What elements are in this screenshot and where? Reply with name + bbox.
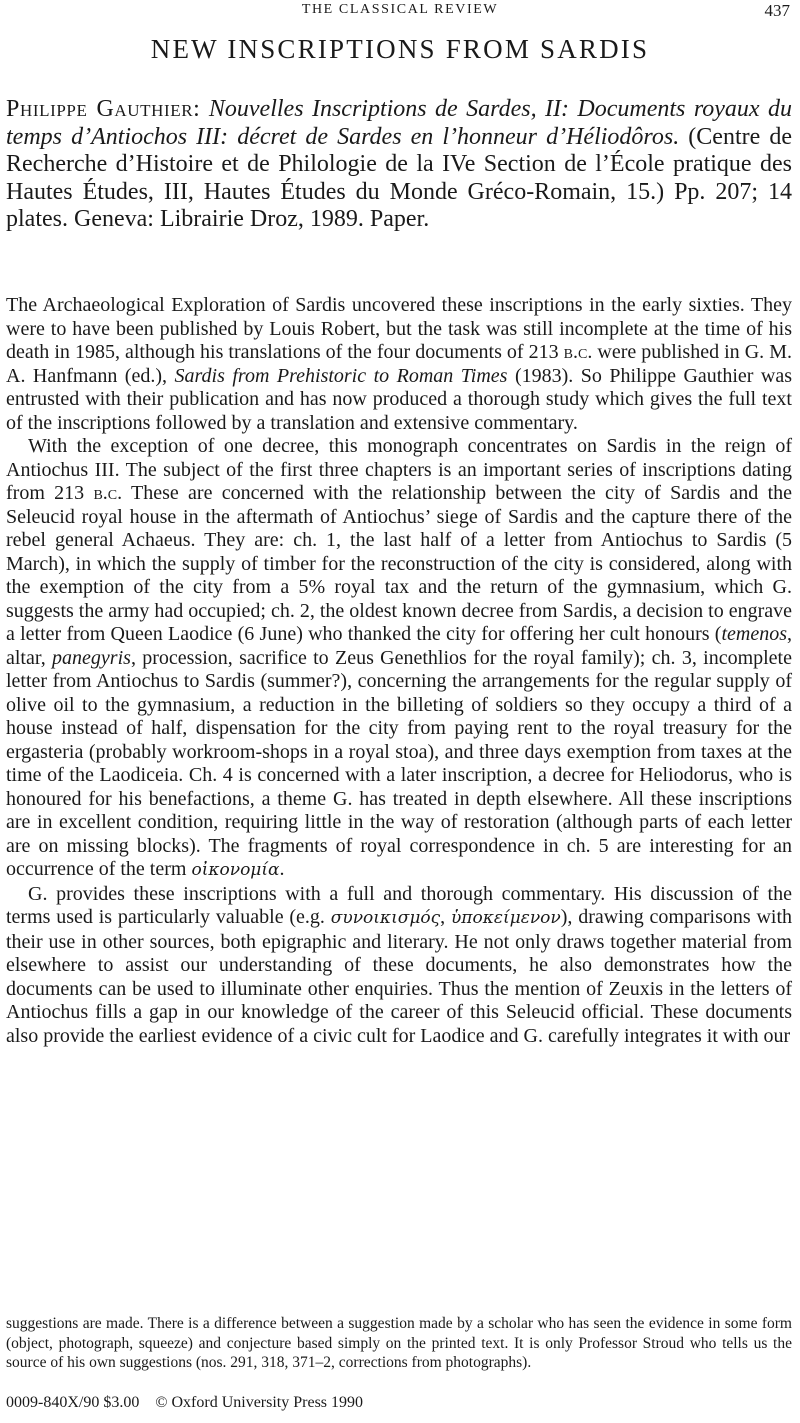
term-italic: panegyris <box>52 646 131 669</box>
text-run: The Archaeological Exploration of Sardis uncovered these inscriptions in the early sixties. They were to have been published by Louis Robert, but the task was still incomplete at the time of his death in 1985, although his translations of the four documents of 213 <box>6 294 792 363</box>
text-run: With the exception of one decree, this monograph concentrates on Sardis in the reign of Antiochus III. The subject of the first three chapters is an important series of inscriptions dating from 213 <box>6 435 792 504</box>
running-head <box>6 0 794 22</box>
text-run: These are concerned with the relationship between the city of Sardis and the Seleucid royal house in the aftermath of Antiochus’ siege of Sardis and the capture there of the rebel general Achaeus. They are: ch. 1, the last half of a letter from Antiochus to Sardis (5 March), in which the supply of timber for the reconstruction of the city is considered, along with the exemption of the city from a 5% royal tax and the return of the gymnasium, which G. suggests the army had occupied; ch. 2, the oldest known decree from Sardis, a decision to engrave a letter from Queen Laodice (6 June) who thanked the city for offering her cult honours ( <box>6 482 793 645</box>
page <box>6 0 794 1423</box>
citation-author: Philippe Gauthier: <box>6 96 201 122</box>
term-italic: temenos <box>721 623 787 645</box>
text-run: (1983). So Philippe Gauthier was entrusted with their publication and has now produced a thorough study which gives the full text of the inscriptions followed by a translation and extensive commentary. <box>6 364 793 434</box>
text-run: G. provides these inscriptions with a full and thorough commentary. His discussion of the terms used is particularly valuable (e.g. <box>6 882 792 928</box>
greek-term: ὑποκείμενον <box>450 908 561 928</box>
text-run: , <box>440 906 446 928</box>
article-title: NEW INSCRIPTIONS FROM SARDIS <box>150 34 650 64</box>
review-body <box>6 294 792 1048</box>
paragraph-1 <box>6 294 792 435</box>
cited-book-title: Sardis from Prehistoric to Roman Times <box>174 364 508 387</box>
paragraph-2 <box>6 435 792 883</box>
footnote: suggestions are made. There is a difference between a suggestion made by a scholar who has seen the evidence in some form (object, photograph, squeeze) and conjecture based simply on the printed text. It is only Professor Stroud who tells us the source of his own suggestions (nos. 291, 318, 371–2, corrections from photographs). <box>6 1315 792 1371</box>
text-run: . <box>279 858 285 880</box>
text-run: ), drawing comparisons with their use in other sources, both epigraphic and literary. He not only draws together material from elsewhere to assist our understanding of these documents, he also demonstrates how the documents can be used to illuminate other enquiries. Thus the mention of Zeuxis in the letters of Antiochus fills a gap in our knowledge of the career of this Seleucid official. These documents also provide the earliest evidence of a civic cult for Laodice and G. carefully integrates it with our <box>6 906 793 1047</box>
book-citation <box>6 96 792 234</box>
text-run: , altar, <box>6 623 792 669</box>
citation-book-title: Nouvelles Inscriptions de Sardes, II: Documents royaux du temps d’Antiochos III: décret de Sardes en l’honneur d’Héliodôros. <box>6 96 793 150</box>
page-number: 437 <box>764 1 790 20</box>
journal-name: THE CLASSICAL REVIEW <box>301 2 499 17</box>
era-abbreviation: b.c. <box>563 341 593 363</box>
greek-term: συνοικισμός <box>330 908 441 928</box>
text-run: , procession, sacrifice to Zeus Genethlios for the royal family); ch. 3, incomplete letter from Antiochus to Sardis (summer?), concerning the arrangements for the regular supply of olive oil to the gymnasium, a reduction in the billeting of soldiers so they occupy a third of a house instead of half, dispensation for the city from paying rent to the royal treasury for the ergasteria (probably workroom-shops in a royal stoa), and three days exemption from taxes at the time of the Laodiceia. Ch. 4 is concerned with a later inscription, a decree for Heliodorus, who is honoured for his benefactions, a theme G. has treated in depth elsewhere. All these inscriptions are in excellent condition, requiring little in the way of restoration (although parts of each letter are on missing blocks). The fragments of royal correspondence in ch. 5 are interesting for an occurrence of the term <box>6 646 792 880</box>
citation-details: (Centre de Recherche d’Histoire et de Philologie de la IVe Section de l’École pratique des Hautes Études, III, Hautes Études du Monde Gréco-Romain, 15.) Pp. 207; 14 plates. Geneva: Librairie Droz, 1989. Paper. <box>6 123 792 233</box>
text-run: were published in G. M. A. Hanfmann (ed.), <box>6 341 792 387</box>
greek-term: οἰκονομία <box>191 860 280 880</box>
era-abbreviation: b.c. <box>93 482 123 504</box>
imprint-line: 0009-840X/90 $3.00 © Oxford University Press 1990 <box>6 1394 364 1411</box>
paragraph-3 <box>6 883 792 1049</box>
